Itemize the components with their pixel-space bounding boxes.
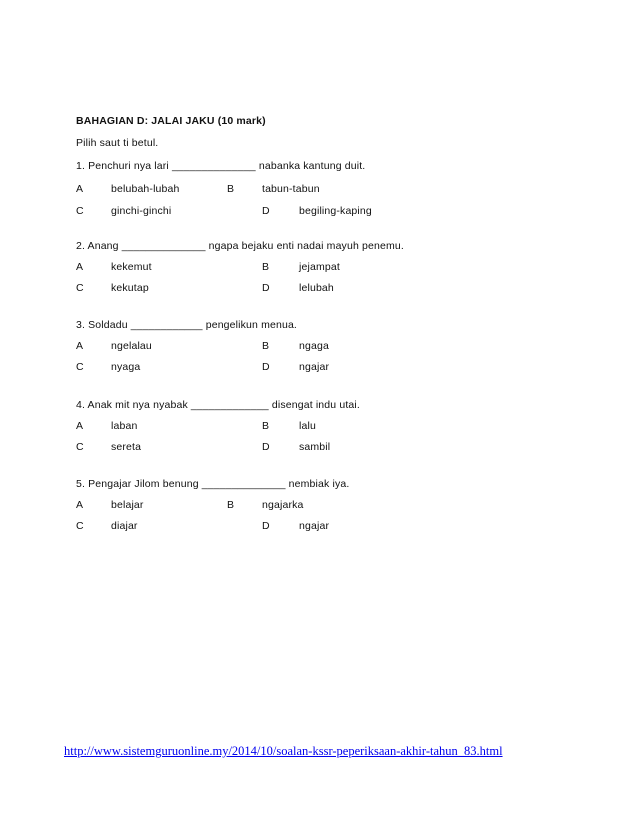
option-text-3c: nyaga — [111, 361, 141, 373]
option-label-3d: D — [262, 361, 270, 373]
option-label-2c: C — [76, 282, 84, 294]
option-label-2d: D — [262, 282, 270, 294]
option-label-2b: B — [262, 261, 270, 273]
option-label-3a: A — [76, 340, 84, 352]
option-label-1a: A — [76, 183, 84, 195]
option-text-1d: begiling-kaping — [299, 205, 372, 217]
question-3: 3. Soldadu ____________ pengelikun menua. — [76, 319, 297, 331]
option-label-5b: B — [227, 499, 235, 511]
question-1: 1. Penchuri nya lari ______________ nabanka kantung duit. — [76, 160, 366, 172]
question-4: 4. Anak mit nya nyabak _____________ disengat indu utai. — [76, 399, 360, 411]
instruction-text: Pilih saut ti betul. — [76, 137, 159, 149]
option-label-1b: B — [227, 183, 235, 195]
option-label-1c: C — [76, 205, 84, 217]
source-link[interactable]: http://www.sistemguruonline.my/2014/10/soalan-kssr-peperiksaan-akhir-tahun_83.html — [64, 744, 503, 758]
option-text-2b: jejampat — [299, 261, 340, 273]
option-text-2d: lelubah — [299, 282, 334, 294]
option-label-4c: C — [76, 441, 84, 453]
option-text-5b: ngajarka — [262, 499, 304, 511]
option-label-2a: A — [76, 261, 84, 273]
option-text-2c: kekutap — [111, 282, 149, 294]
option-label-3b: B — [262, 340, 270, 352]
option-label-4a: A — [76, 420, 84, 432]
option-label-1d: D — [262, 205, 270, 217]
option-text-4b: lalu — [299, 420, 316, 432]
option-label-4d: D — [262, 441, 270, 453]
option-text-4d: sambil — [299, 441, 331, 453]
option-text-1a: belubah-lubah — [111, 183, 180, 195]
question-2: 2. Anang ______________ ngapa bejaku enti nadai mayuh penemu. — [76, 240, 404, 252]
option-text-3a: ngelalau — [111, 340, 152, 352]
option-label-4b: B — [262, 420, 270, 432]
option-text-4c: sereta — [111, 441, 142, 453]
section-title: BAHAGIAN D: JALAI JAKU (10 mark) — [76, 115, 266, 127]
option-text-5a: belajar — [111, 499, 144, 511]
option-label-5d: D — [262, 520, 270, 532]
option-label-5c: C — [76, 520, 84, 532]
option-text-1b: tabun-tabun — [262, 183, 320, 195]
option-label-5a: A — [76, 499, 84, 511]
option-text-2a: kekemut — [111, 261, 152, 273]
option-text-5d: ngajar — [299, 520, 330, 532]
option-label-3c: C — [76, 361, 84, 373]
question-5: 5. Pengajar Jilom benung ______________ nembiak iya. — [76, 478, 350, 490]
option-text-3d: ngajar — [299, 361, 330, 373]
option-text-3b: ngaga — [299, 340, 329, 352]
option-text-1c: ginchi-ginchi — [111, 205, 172, 217]
option-text-4a: laban — [111, 420, 138, 432]
option-text-5c: diajar — [111, 520, 138, 532]
